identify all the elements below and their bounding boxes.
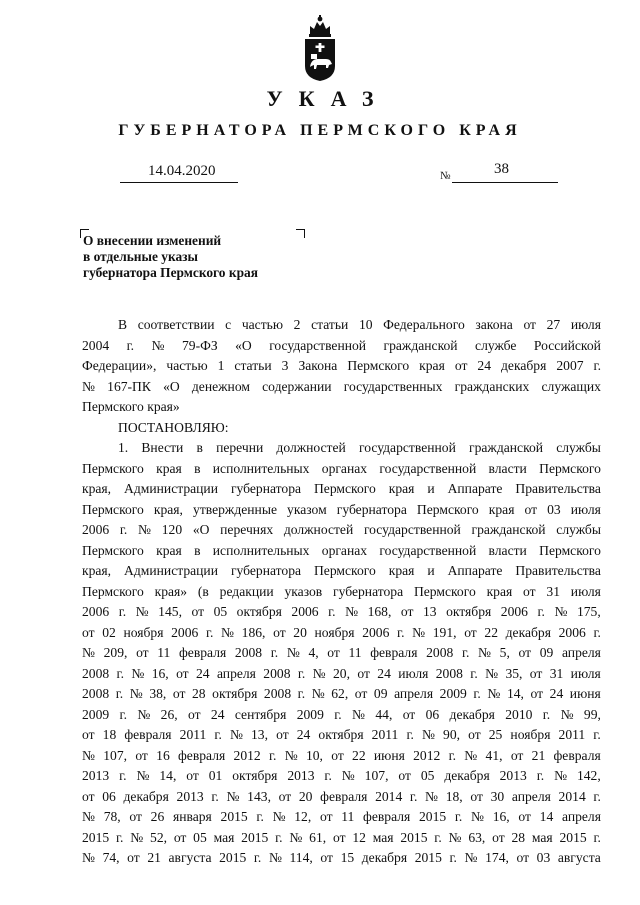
body-line: от 02 ноября 2006 г. № 186, от 20 ноября 2006 г. № 191, от 22 декабря 2006 г. (82, 624, 601, 640)
body-line: Пермского края в исполнительных органах государственной власти Пермского (82, 542, 601, 558)
body-line: Пермского края» (82, 399, 180, 414)
coat-of-arms-icon (302, 14, 338, 82)
date-underline (120, 182, 238, 183)
body-line: № 167-ПК «О денежном содержании государственных гражданских служащих (82, 378, 601, 394)
body-line: № 78, от 26 января 2015 г. № 12, от 11 февраля 2015 г. № 16, от 14 апреля (82, 809, 601, 824)
document-number: 38 (494, 161, 509, 177)
body-line: Пермского края в исполнительных органах государственной власти Пермского (82, 460, 601, 476)
body-line: Пермского края, утвержденные указом губернатора Пермского края от 03 июля (82, 501, 601, 517)
body-line: 2006 г. № 145, от 05 октября 2006 г. № 168, от 13 октября 2006 г. № 175, (82, 604, 601, 619)
body-line: В соответствии с частью 2 статьи 10 Федерального закона от 27 июля (118, 317, 601, 332)
body-line: края, Администрации губернатора Пермского края и Аппарате Правительства (82, 481, 601, 496)
body-line: № 74, от 21 августа 2015 г. № 114, от 15 декабря 2015 г. № 174, от 03 августа (82, 850, 601, 865)
body-line: 2015 г. № 52, от 05 мая 2015 г. № 61, от 12 мая 2015 г. № 63, от 28 мая 2015 г. (82, 829, 601, 845)
body-line: 2013 г. № 14, от 01 октября 2013 г. № 107, от 05 декабря 2013 г. № 142, (82, 768, 601, 783)
body-line: 1. Внести в перечни должностей государственной гражданской службы (118, 440, 601, 455)
subject-line: О внесении изменений (83, 233, 222, 248)
body-line: Федерации», частью 1 статьи 3 Закона Пермского края от 24 декабря 2007 г. (82, 358, 601, 373)
number-underline (452, 182, 558, 183)
body-line: 2008 г. № 38, от 28 октября 2008 г. № 62, от 09 апреля 2009 г. № 14, от 24 июня (82, 686, 601, 701)
body-line: от 18 февраля 2011 г. № 13, от 24 октября 2011 г. № 90, от 25 ноября 2011 г. (82, 727, 601, 742)
subject-line: в отдельные указы (83, 249, 199, 264)
issuer-title: ГУБЕРНАТОРА ПЕРМСКОГО КРАЯ (118, 122, 522, 139)
body-line: от 06 декабря 2013 г. № 143, от 20 февраля 2014 г. № 18, от 30 апреля 2014 г. (82, 788, 601, 804)
document-body (82, 315, 601, 869)
number-sign: № (440, 170, 451, 182)
body-line: № 107, от 16 февраля 2012 г. № 10, от 22 июня 2012 г. № 41, от 21 февраля (82, 747, 601, 763)
body-line: 2009 г. № 26, от 24 сентября 2009 г. № 44, от 06 декабря 2010 г. № 99, (82, 706, 601, 722)
body-line: края, Администрации губернатора Пермского края и Аппарате Правительства (82, 563, 601, 578)
body-line: № 209, от 11 февраля 2008 г. № 4, от 11 февраля 2008 г. № 5, от 09 апреля (82, 645, 601, 660)
body-line: Пермского края» (в редакции указов губернатора Пермского края от 31 июля (82, 583, 601, 599)
document-subject (83, 233, 313, 281)
body-line: ПОСТАНОВЛЯЮ: (118, 419, 229, 435)
body-line: 2006 г. № 120 «О перечнях должностей государственной гражданской службы (82, 522, 601, 537)
document-title: УКАЗ (266, 86, 390, 111)
subject-line: губернатора Пермского края (83, 265, 258, 280)
document-date: 14.04.2020 (148, 163, 216, 179)
body-line: 2008 г. № 16, от 24 апреля 2008 г. № 20, от 24 июля 2008 г. № 35, от 31 июля (82, 665, 601, 681)
body-line: 2004 г. № 79-ФЗ «О государственной гражданской службе Российской (82, 337, 601, 353)
